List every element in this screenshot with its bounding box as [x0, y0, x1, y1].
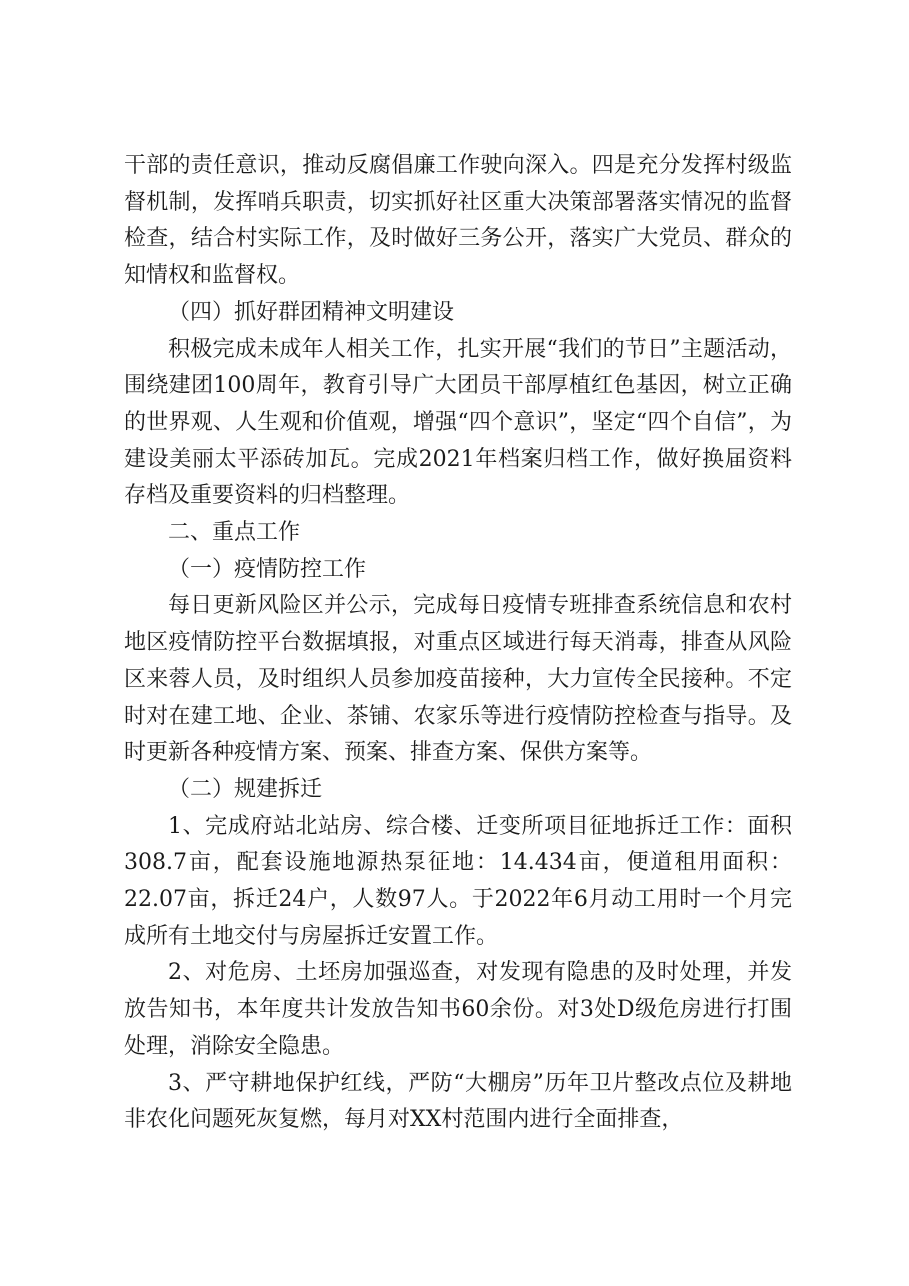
paragraph-group-culture: 积极完成未成年人相关工作，扎实开展“我们的节日”主题活动，围绕建团100周年，教育引导广大团员干部厚植红色基因，树立正确的世界观、人生观和价值观，增强“四个意识”，坚定“四个自信”，为建设美丽太平添砖加瓦。完成2021年档案归档工作，做好换届资料存档及重要资料的归档整理。 [124, 336, 792, 509]
subsection-heading-1: （一）疫情防控工作 [168, 556, 367, 582]
subsection-heading-2: （二）规建拆迁 [168, 776, 323, 802]
paragraph-item-3: 3、严守耕地保护红线，严防“大棚房”历年卫片整改点位及耕地非农化问题死灰复燃，每月对XX村范围内进行全面排查， [124, 1070, 792, 1133]
paragraph-epidemic-control: 每日更新风险区并公示，完成每日疫情专班排查系统信息和农村地区疫情防控平台数据填报，对重点区域进行每天消毒，排查从风险区来蓉人员，及时组织人员参加疫苗接种，大力宣传全民接种。不定时对在建工地、企业、茶铺、农家乐等进行疫情防控检查与指导。及时更新各种疫情方案、预案、排查方案、保供方案等。 [124, 593, 792, 766]
paragraph-item-2: 2、对危房、土坯房加强巡查，对发现有隐患的及时处理，并发放告知书，本年度共计发放告知书60余份。对3处D级危房进行打围处理，消除安全隐患。 [124, 960, 792, 1059]
document-body [124, 148, 792, 1139]
paragraph-item-1: 1、完成府站北站房、综合楼、迁变所项目征地拆迁工作：面积308.7亩，配套设施地源热泵征地：14.434亩，便道租用面积：22.07亩，拆迁24户，人数97人。于2022年6月动工用时一个月完成所有土地交付与房屋拆迁安置工作。 [124, 813, 792, 949]
subsection-heading-4: （四）抓好群团精神文明建设 [168, 299, 455, 325]
paragraph-continued: 干部的责任意识，推动反腐倡廉工作驶向深入。四是充分发挥村级监督机制，发挥哨兵职责，切实抓好社区重大决策部署落实情况的监督检查，结合村实际工作，及时做好三务公开，落实广大党员、群众的知情权和监督权。 [124, 153, 792, 289]
section-heading-key-work: 二、重点工作 [168, 520, 301, 546]
